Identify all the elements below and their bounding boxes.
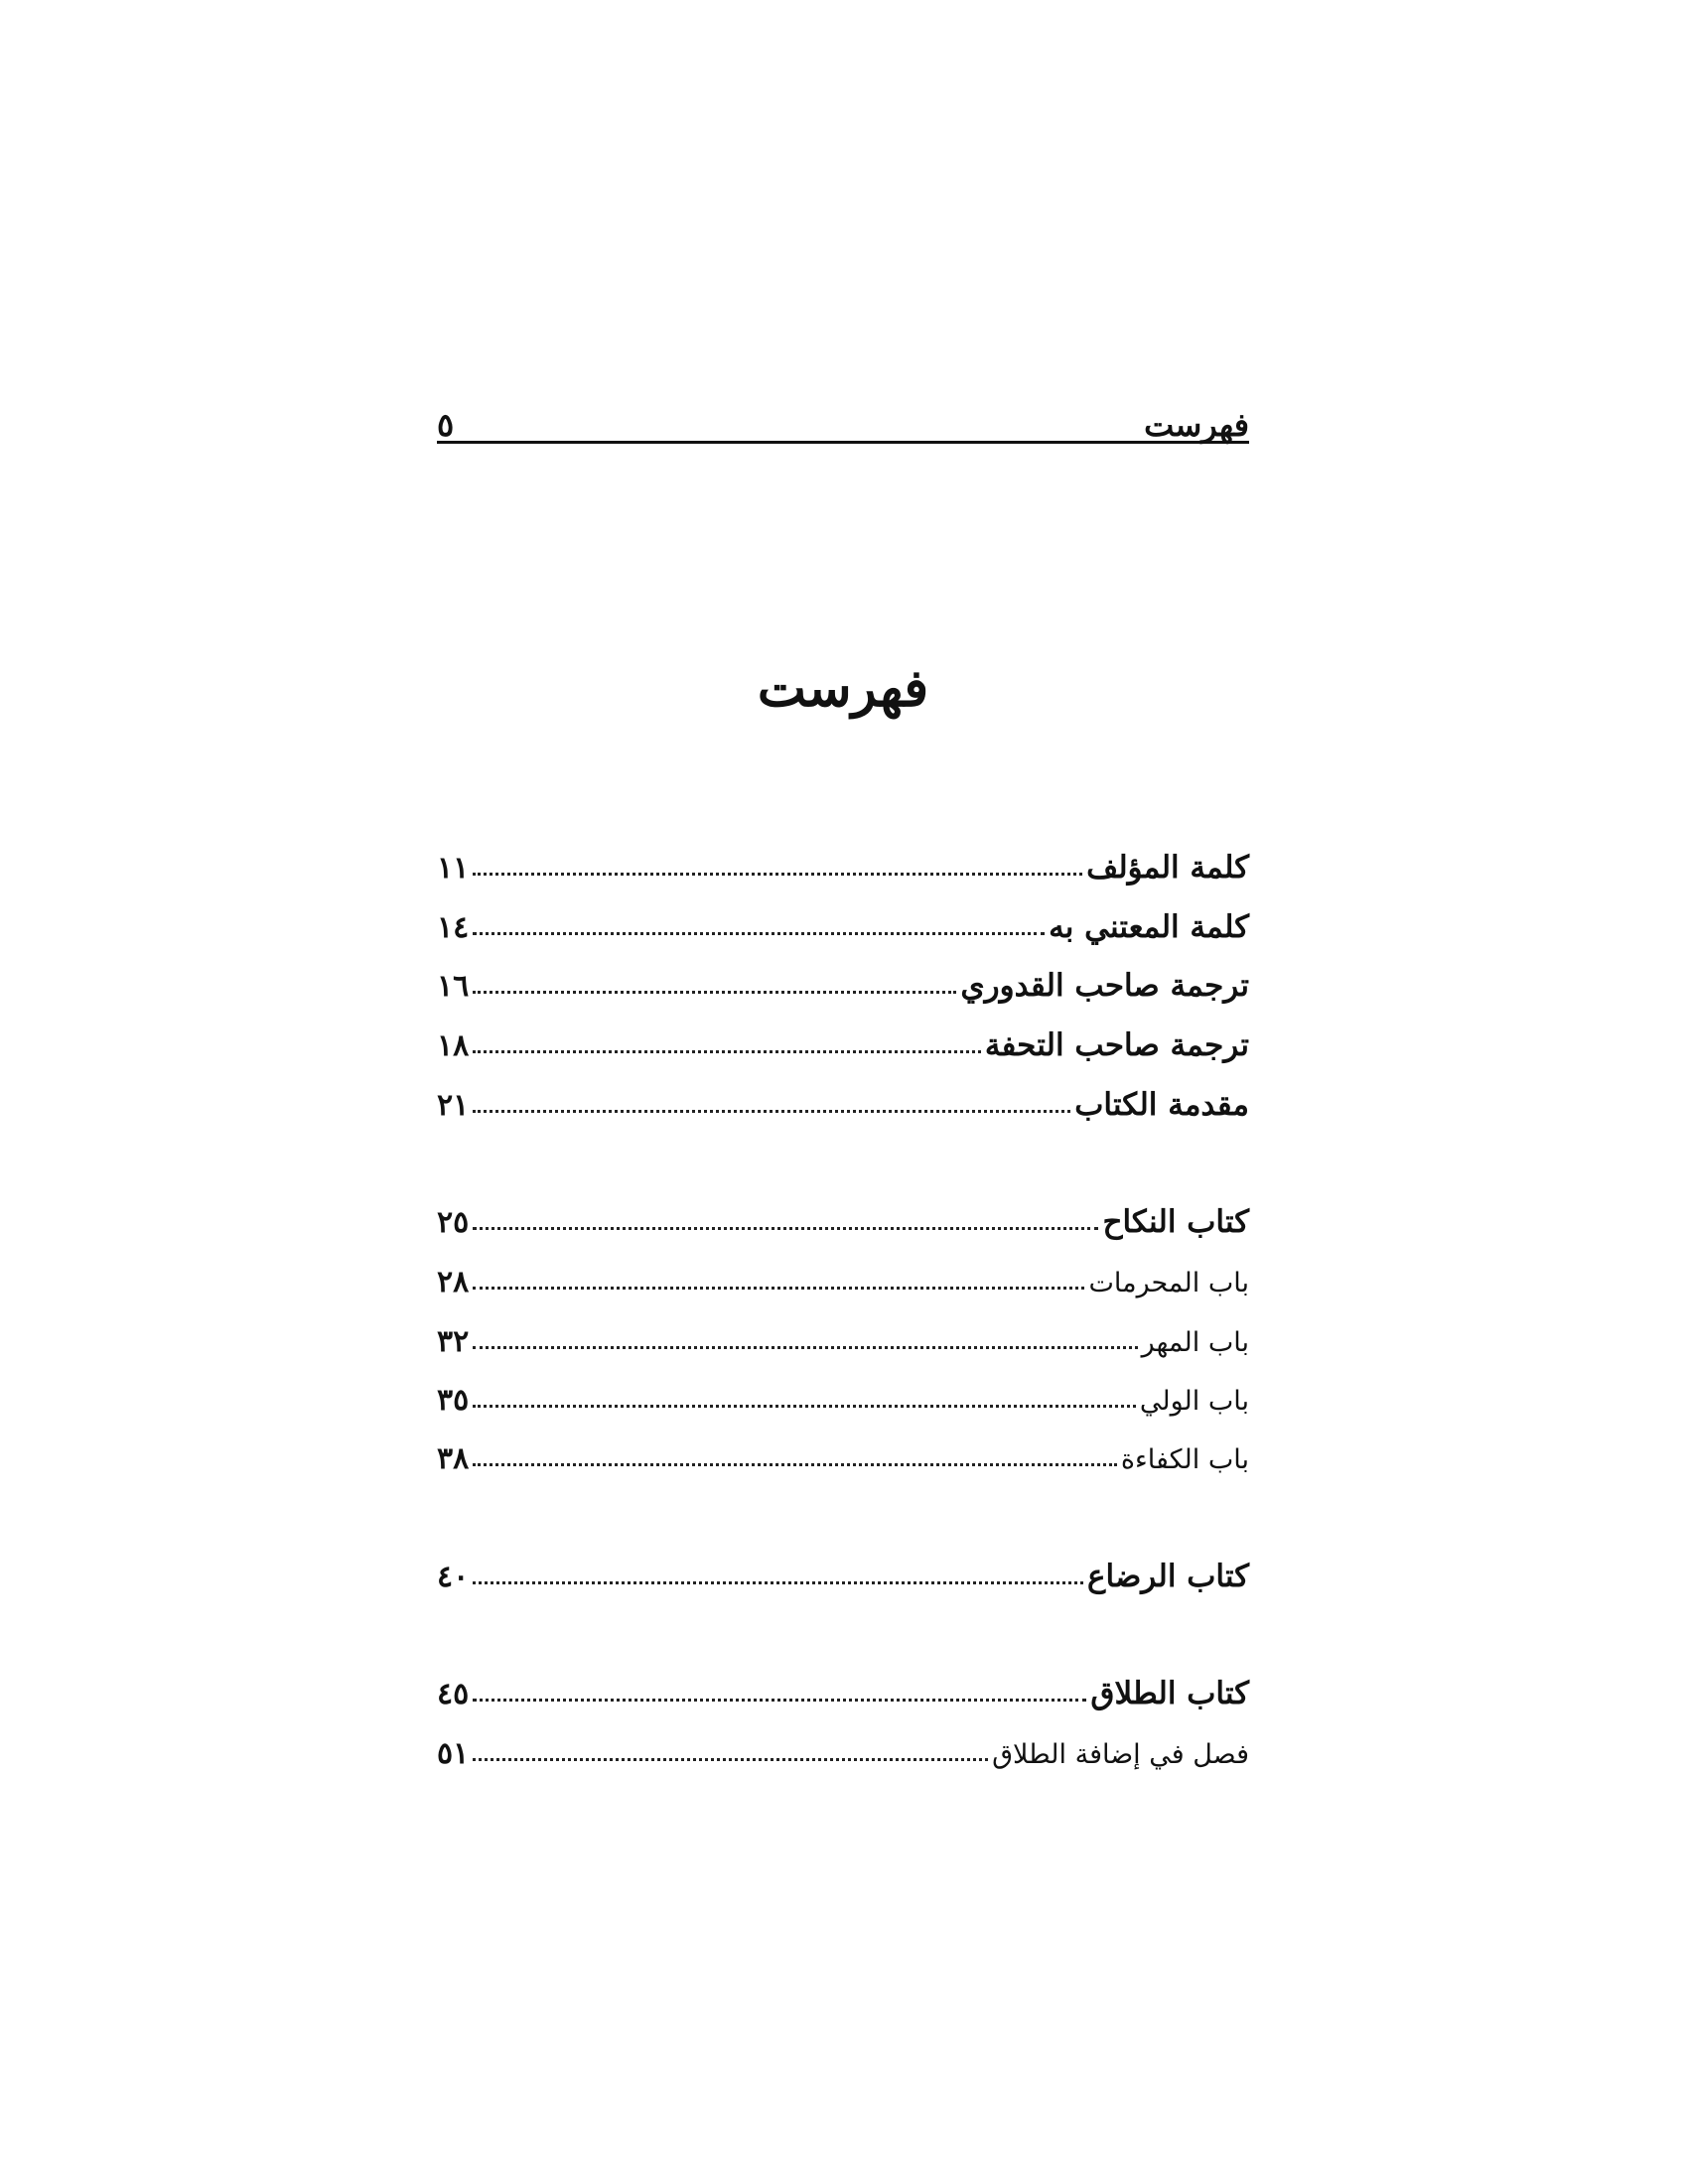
- toc-entry-page: ٢٥: [437, 1205, 470, 1240]
- toc-entry-title: مقدمة الكتاب: [1074, 1086, 1249, 1123]
- toc-leader-dots: [473, 1227, 1098, 1230]
- toc-entry-title: باب المحرمات: [1088, 1268, 1249, 1299]
- page-title: فهرست: [757, 658, 929, 719]
- running-header-page-number: ٥: [437, 406, 455, 444]
- toc-leader-dots: [473, 1405, 1136, 1408]
- toc-entry[interactable]: [437, 1663, 1249, 1710]
- header-rule: [437, 441, 1249, 444]
- toc-leader-dots: [473, 1287, 1084, 1290]
- toc-leader-dots: [473, 1699, 1086, 1702]
- toc-entry-title: باب الكفاءة: [1120, 1444, 1249, 1476]
- toc-leader-dots: [473, 1463, 1117, 1466]
- toc-entry[interactable]: [437, 1310, 1249, 1358]
- toc-entry-title: ترجمة صاحب القدوري: [960, 967, 1249, 1004]
- toc-leader-dots: [473, 1110, 1070, 1113]
- toc-entry-page: ٣٨: [437, 1441, 470, 1476]
- toc-entry[interactable]: [437, 837, 1249, 885]
- toc-entry-title: باب الولي: [1139, 1386, 1249, 1418]
- toc-leader-dots: [473, 991, 956, 994]
- running-header: [437, 385, 1249, 444]
- toc-leader-dots: [473, 932, 1045, 935]
- toc-entry-title: كلمة المعتني به: [1049, 908, 1249, 945]
- running-header-title: فهرست: [1144, 406, 1249, 444]
- toc-entry-title: كتاب النكاح: [1102, 1203, 1249, 1240]
- toc-entry[interactable]: [437, 955, 1249, 1003]
- toc-entry-title: فصل في إضافة الطلاق: [992, 1739, 1249, 1771]
- toc-entry-page: ١٤: [437, 910, 470, 945]
- toc-entry-page: ٢١: [437, 1088, 470, 1123]
- toc-entry-page: ١١: [437, 851, 470, 886]
- toc-entry[interactable]: [437, 1251, 1249, 1298]
- toc-entry-title: باب المهر: [1141, 1327, 1249, 1359]
- toc-leader-dots: [473, 1346, 1137, 1349]
- toc-entry-page: ١٦: [437, 969, 470, 1004]
- toc-leader-dots: [473, 873, 1082, 876]
- book-page: [437, 0, 1249, 2184]
- toc-entry-page: ٤٠: [437, 1560, 470, 1594]
- toc-leader-dots: [473, 1758, 988, 1761]
- toc-entry[interactable]: [437, 1015, 1249, 1062]
- toc-leader-dots: [473, 1050, 981, 1053]
- toc-entry-title: كلمة المؤلف: [1086, 849, 1249, 886]
- toc-entry[interactable]: [437, 896, 1249, 944]
- toc-entry[interactable]: [437, 1428, 1249, 1475]
- toc-entry[interactable]: [437, 1722, 1249, 1770]
- toc-entry-page: ٤٥: [437, 1677, 470, 1711]
- toc-entry-title: كتاب الرضاع: [1087, 1558, 1249, 1594]
- toc-entry[interactable]: [437, 1369, 1249, 1417]
- toc-entry-page: ١٨: [437, 1028, 470, 1063]
- toc-entry[interactable]: [437, 1546, 1249, 1593]
- toc-entry-title: ترجمة صاحب التحفة: [984, 1026, 1249, 1063]
- toc-entry[interactable]: [437, 1191, 1249, 1239]
- toc-entry-page: ٣٢: [437, 1324, 470, 1359]
- toc-leader-dots: [473, 1581, 1083, 1584]
- toc-entry-page: ٣٥: [437, 1383, 470, 1418]
- toc-entry-page: ٥١: [437, 1736, 470, 1771]
- toc-entry[interactable]: [437, 1074, 1249, 1122]
- toc-entry-title: كتاب الطلاق: [1090, 1675, 1249, 1711]
- toc-entry-page: ٢٨: [437, 1265, 470, 1299]
